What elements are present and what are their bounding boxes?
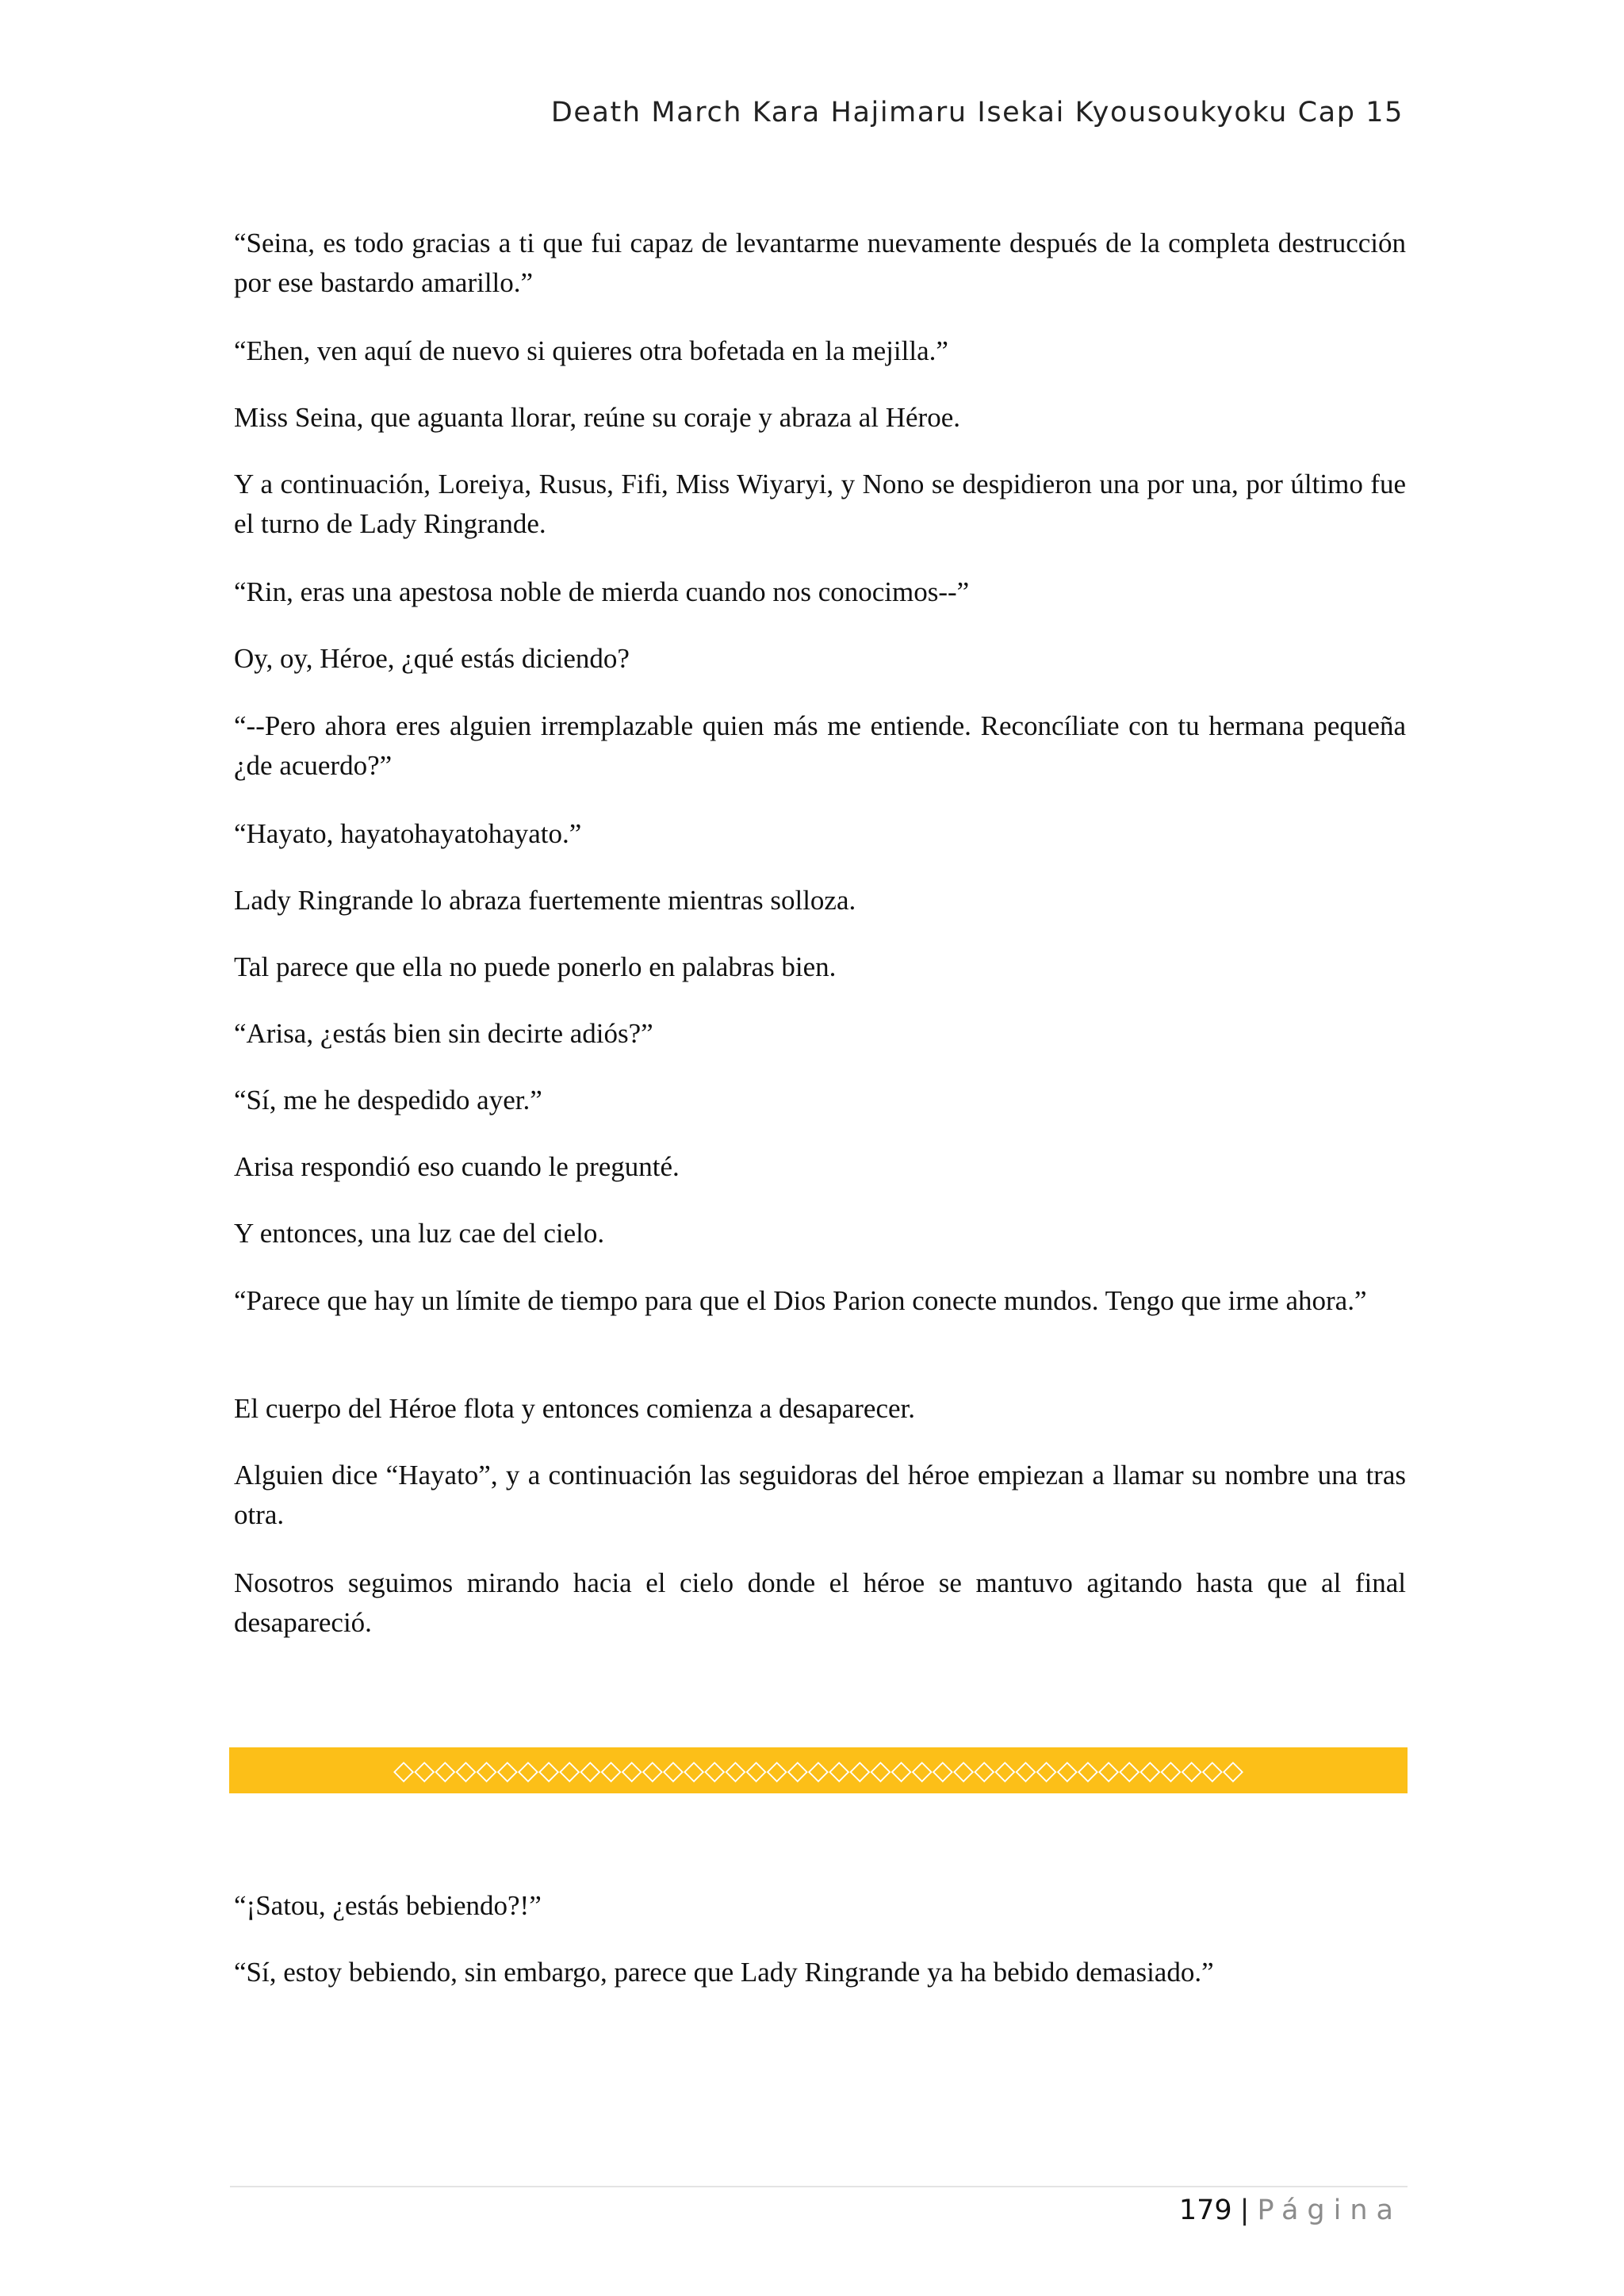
paragraph: “Hayato, hayatohayatohayato.” [234, 818, 582, 849]
scene-break-divider [229, 1747, 1408, 1793]
paragraph: El cuerpo del Héroe flota y entonces comienza a desaparecer. [234, 1393, 916, 1424]
paragraph: “Ehen, ven aquí de nuevo si quieres otra bofetada en la mejilla.” [234, 335, 948, 366]
page-number: 179 [1178, 2195, 1232, 2226]
paragraph: Arisa respondió eso cuando le pregunté. [234, 1151, 680, 1182]
footer-rule [230, 2186, 1408, 2187]
running-header: Death March Kara Hajimaru Isekai Kyousoukyoku Cap 15 [550, 97, 1404, 128]
page-label: Página [1257, 2195, 1402, 2226]
paragraph: “¡Satou, ¿estás bebiendo?!” [234, 1890, 542, 1921]
paragraph: “Seina, es todo gracias a ti que fui capaz de levantarme nuevamente después de la completa destrucción por ese bastardo amarillo.” [234, 228, 1406, 298]
paragraph: Alguien dice “Hayato”, y a continuación las seguidoras del héroe empiezan a llamar su nombre una tras otra. [234, 1460, 1406, 1530]
page-footer [1179, 2195, 1402, 2226]
diamond-pattern: ◇◇◇◇◇◇◇◇◇◇◇◇◇◇◇◇◇◇◇◇◇◇◇◇◇◇◇◇◇◇◇◇◇◇◇◇◇◇◇◇◇ [393, 1755, 1244, 1786]
paragraph: “--Pero ahora eres alguien irremplazable quien más me entiende. Reconcíliate con tu hermana pequeña ¿de acuerdo?” [234, 710, 1406, 781]
paragraph: Miss Seina, que aguanta llorar, reúne su coraje y abraza al Héroe. [234, 402, 960, 433]
paragraph: Nosotros seguimos mirando hacia el cielo donde el héroe se mantuvo agitando hasta que al final desapareció. [234, 1567, 1406, 1638]
paragraph: “Sí, me he despedido ayer.” [234, 1085, 542, 1115]
paragraph: “Arisa, ¿estás bien sin decirte adiós?” [234, 1018, 653, 1049]
paragraph: “Rin, eras una apestosa noble de mierda cuando nos conocimos--” [234, 576, 970, 607]
footer-separator: | [1239, 2195, 1250, 2226]
paragraph: Y entonces, una luz cae del cielo. [234, 1218, 605, 1249]
paragraph: “Parece que hay un límite de tiempo para que el Dios Parion conecte mundos. Tengo que irme ahora.” [234, 1285, 1367, 1316]
paragraph: Y a continuación, Loreiya, Rusus, Fifi, Miss Wiyaryi, y Nono se despidieron una por una, por último fue el turno de Lady Ringrande. [234, 469, 1406, 539]
paragraph: Oy, oy, Héroe, ¿qué estás diciendo? [234, 643, 630, 674]
paragraph: Tal parece que ella no puede ponerlo en palabras bien. [234, 951, 837, 982]
paragraph: Lady Ringrande lo abraza fuertemente mientras solloza. [234, 885, 856, 916]
paragraph: “Sí, estoy bebiendo, sin embargo, parece que Lady Ringrande ya ha bebido demasiado.” [234, 1957, 1214, 1988]
